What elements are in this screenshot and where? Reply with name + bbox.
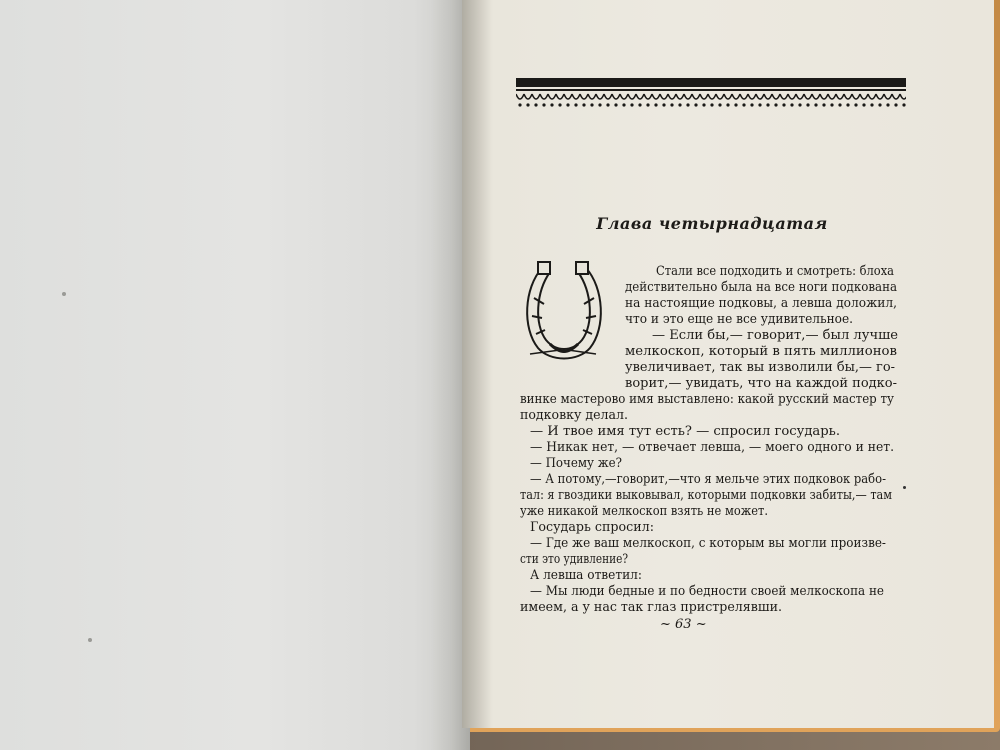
ornament-dot — [590, 103, 593, 106]
ornament-dot — [830, 103, 833, 106]
ornament-dot — [566, 103, 569, 106]
text-line: ворит,— увидать, что на каждой подко- — [625, 376, 897, 391]
text-line: увеличивает, так вы изволили бы,— го- — [625, 360, 895, 375]
ornament-dot — [534, 103, 537, 106]
ornament-dot — [854, 103, 857, 106]
ornament-dot — [790, 103, 793, 106]
text-line: — Где же ваш мелкоскоп, с которым вы могли произве- — [530, 536, 886, 551]
ornament-dot — [734, 103, 737, 106]
text-line: винке мастерово имя выставлено: какой русский мастер ту — [520, 392, 894, 407]
ornament-dot — [886, 103, 889, 106]
ornament-dot — [678, 103, 681, 106]
ornament-dot — [574, 103, 577, 106]
text-line: мелкоскоп, который в пять миллионов — [625, 344, 897, 359]
ornament-dot — [694, 103, 697, 106]
ornament-dot — [878, 103, 881, 106]
paper-speck — [62, 292, 66, 296]
right-page-gutter-shadow — [462, 0, 492, 728]
ornament-dot — [638, 103, 641, 106]
ornament-dot — [742, 103, 745, 106]
text-line: сти это удивление? — [520, 552, 628, 567]
ornament-dot — [582, 103, 585, 106]
ornament-dot — [598, 103, 601, 106]
ornament-dot — [550, 103, 553, 106]
paper-speck — [88, 638, 92, 642]
ornament-dot — [822, 103, 825, 106]
text-line: А левша ответил: — [530, 568, 642, 583]
ornament-dot — [662, 103, 665, 106]
horseshoe-icon — [520, 258, 608, 366]
ornament-dot — [710, 103, 713, 106]
ornament-dot — [606, 103, 609, 106]
chapter-title: Глава четырнадцатая — [596, 214, 828, 233]
ornament-dot — [838, 103, 841, 106]
ornament-dot — [614, 103, 617, 106]
ornament-dot — [806, 103, 809, 106]
left-blank-page — [0, 0, 470, 750]
ornament-dot — [758, 103, 761, 106]
ornament-dot — [894, 103, 897, 106]
text-line: на настоящие подковы, а левша доложил, — [625, 296, 897, 311]
ornament-dot — [902, 103, 905, 106]
text-line: действительно была на все ноги подкована — [625, 280, 897, 295]
text-line: — Если бы,— говорит,— был лучше — [652, 328, 898, 343]
ornament-dot — [798, 103, 801, 106]
text-line: — Почему же? — [530, 456, 622, 471]
ornament-dot — [558, 103, 561, 106]
ornament-dot — [542, 103, 545, 106]
ornament-dot — [702, 103, 705, 106]
ornament-dot — [718, 103, 721, 106]
decorative-header-border-icon — [516, 74, 906, 110]
text-line: — Мы люди бедные и по бедности своей мелкоскопа не — [530, 584, 884, 599]
ornament-dot — [750, 103, 753, 106]
text-line: — А потому,—говорит,—что я мельче этих подковок рабо- — [530, 472, 886, 487]
ornament-dot — [726, 103, 729, 106]
ornament-dot — [774, 103, 777, 106]
text-line: уже никакой мелкоскоп взять не может. — [520, 504, 768, 519]
ornament-dot — [846, 103, 849, 106]
ornament-dot — [630, 103, 633, 106]
ornament-dot — [646, 103, 649, 106]
text-line: подковку делал. — [520, 408, 628, 423]
ornament-dot — [870, 103, 873, 106]
text-line: Государь спросил: — [530, 520, 654, 535]
ornament-dot — [518, 103, 521, 106]
ornament-dot — [622, 103, 625, 106]
ornament-dot — [782, 103, 785, 106]
ornament-dot — [862, 103, 865, 106]
text-line: — Никак нет, — отвечает левша, — моего одного и нет. — [530, 440, 894, 455]
text-line: — И твое имя тут есть? — спросил государь. — [530, 424, 840, 439]
ornament-dot — [526, 103, 529, 106]
page-number: ~ 63 ~ — [660, 617, 707, 632]
ornament-dot — [766, 103, 769, 106]
text-line: имеем, а у нас так глаз пристрелявши. — [520, 600, 782, 615]
ornament-dot — [686, 103, 689, 106]
ink-speck — [903, 486, 906, 489]
text-line: тал: я гвоздики выковывал, которыми подковки забиты,— там — [520, 488, 892, 503]
text-line: что и это еще не все удивительное. — [625, 312, 853, 327]
text-line: Стали все подходить и смотреть: блоха — [656, 264, 894, 279]
ornament-dot — [814, 103, 817, 106]
ornament-dot — [670, 103, 673, 106]
ornament-dot — [654, 103, 657, 106]
